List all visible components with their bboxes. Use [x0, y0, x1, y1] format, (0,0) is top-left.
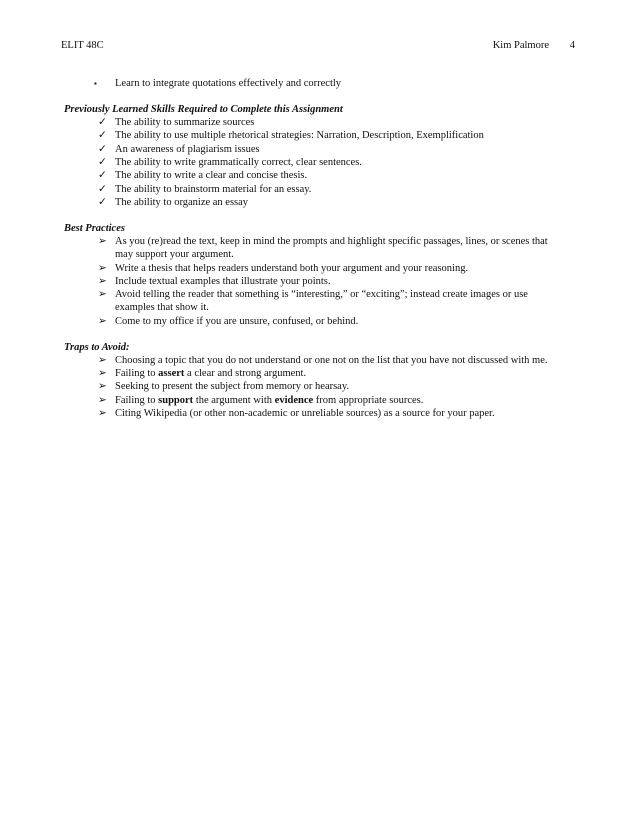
list-item-text-post: a clear and strong argument. [184, 368, 307, 380]
arrow-bullet-icon: ➢ [98, 289, 107, 301]
checkmark-icon: ✓ [98, 143, 107, 155]
arrow-bullet-icon: ➢ [98, 394, 107, 406]
checkmark-icon: ✓ [98, 183, 107, 195]
arrow-bullet-icon: ➢ [98, 408, 107, 420]
list-item [64, 196, 554, 209]
list-item [64, 380, 554, 393]
list-item [64, 143, 554, 156]
list-item [64, 129, 554, 142]
list-item-text: The ability to use multiple rhetorical strategies: Narration, Description, Exemplification [115, 130, 484, 142]
list-item [64, 288, 554, 315]
list-item-text: The ability to summarize sources [115, 117, 255, 129]
list-item-text: Citing Wikipedia (or other non-academic or unreliable sources) as a source for your paper. [115, 408, 495, 420]
list-item-text: As you (re)read the text, keep in mind the prompts and highlight specific passages, lines, or scenes that may support your argument. [115, 235, 548, 261]
course-code: ELIT 48C [61, 40, 104, 51]
emphasis-assert: assert [158, 368, 185, 380]
arrow-bullet-icon: ➢ [98, 381, 107, 393]
best-practices-list [64, 235, 554, 328]
list-item [64, 275, 554, 288]
list-item [64, 156, 554, 169]
list-item-text: The ability to write a clear and concise thesis. [115, 170, 308, 182]
list-item-text: The ability to write grammatically correct, clear sentences. [115, 156, 362, 168]
list-item-text: Avoid telling the reader that something is “interesting,” or “exciting”; instead create images or use examples that show it. [115, 289, 528, 314]
arrow-bullet-icon: ➢ [98, 315, 107, 327]
checkmark-icon: ✓ [98, 130, 107, 142]
author-name: Kim Palmore [492, 40, 549, 51]
square-bullet-icon: ▪ [94, 79, 97, 88]
list-item-text: Come to my office if you are unsure, confused, or behind. [115, 315, 359, 327]
page-number: 4 [569, 40, 575, 51]
list-item [64, 183, 554, 196]
list-item-text-pre: Failing to [115, 394, 159, 406]
list-item-text-post: from appropriate sources. [313, 394, 424, 406]
list-item [64, 407, 554, 420]
prereq-heading: Previously Learned Skills Required to Complete this Assignment [64, 103, 343, 115]
arrow-bullet-icon: ➢ [98, 368, 107, 380]
list-item [64, 394, 554, 407]
list-item [64, 354, 554, 367]
list-item-text: An awareness of plagiarism issues [115, 143, 260, 155]
list-item [64, 315, 554, 328]
list-item-text-pre: Failing to [115, 368, 159, 380]
list-item-text: Include textual examples that illustrate your points. [115, 275, 331, 287]
traps-list [64, 354, 554, 420]
checkmark-icon: ✓ [98, 196, 107, 208]
list-item [64, 77, 554, 90]
checkmark-icon: ✓ [98, 117, 107, 129]
arrow-bullet-icon: ➢ [98, 354, 107, 366]
arrow-bullet-icon: ➢ [98, 275, 107, 287]
list-item-text: Learn to integrate quotations effectively and correctly [115, 78, 342, 89]
arrow-bullet-icon: ➢ [98, 262, 107, 274]
list-item-text-mid: the argument with [193, 394, 275, 406]
checkmark-icon: ✓ [98, 170, 107, 182]
document-body [64, 77, 554, 420]
list-item-text: The ability to brainstorm material for an essay. [115, 183, 312, 195]
list-item [64, 169, 554, 182]
list-item [64, 116, 554, 129]
page-header [61, 40, 577, 54]
prereq-list [64, 116, 554, 209]
list-item-text: The ability to organize an essay [115, 196, 249, 208]
list-item-text: Choosing a topic that you do not understand or one not on the list that you have not discussed with me. [115, 354, 548, 366]
list-item-text: Seeking to present the subject from memory or hearsay. [115, 381, 350, 393]
best-practices-heading: Best Practices [64, 222, 125, 234]
emphasis-evidence: evidence [274, 394, 314, 406]
list-item-text: Write a thesis that helps readers understand both your argument and your reasoning. [115, 262, 469, 274]
traps-heading: Traps to Avoid: [64, 341, 130, 353]
checkmark-icon: ✓ [98, 156, 107, 168]
arrow-bullet-icon: ➢ [98, 235, 107, 247]
objectives-list [64, 77, 554, 90]
list-item [64, 367, 554, 380]
list-item [64, 235, 554, 262]
list-item [64, 262, 554, 275]
emphasis-support: support [158, 394, 194, 406]
